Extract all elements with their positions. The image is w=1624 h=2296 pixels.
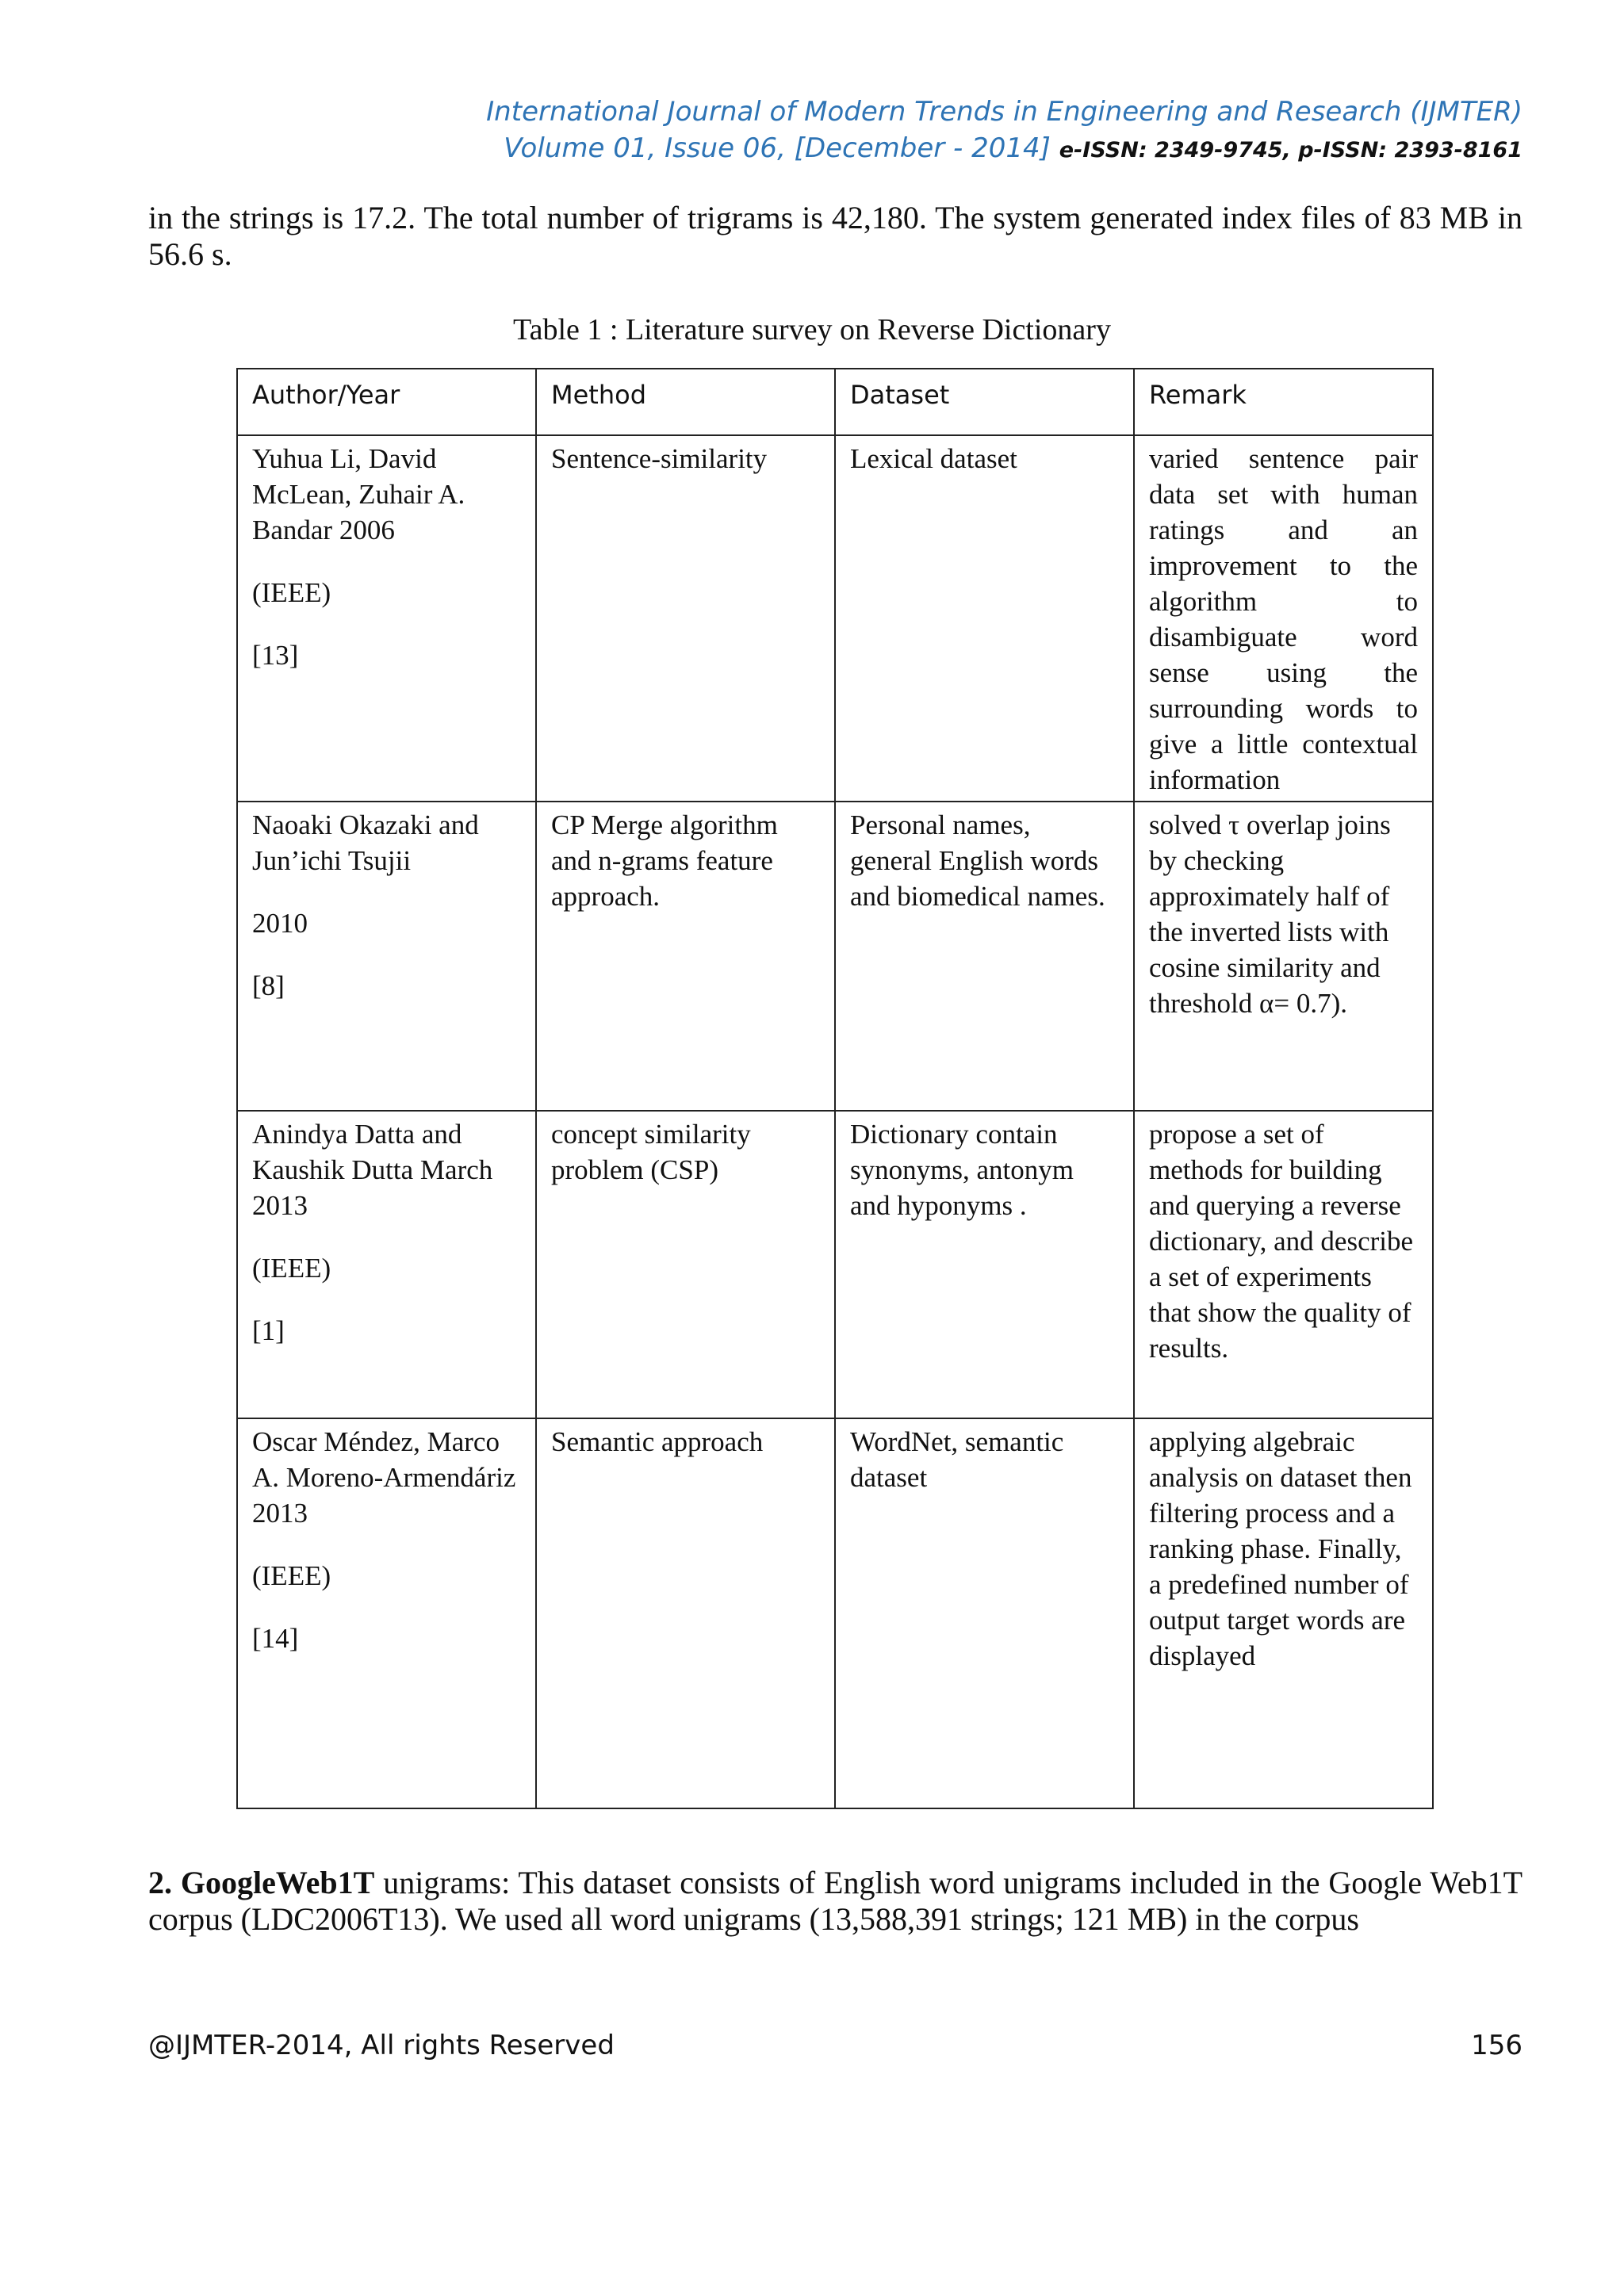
footer-copyright: @IJMTER-2014, All rights Reserved — [148, 2030, 615, 2061]
literature-survey-table — [236, 368, 1434, 1809]
author-year: 2010 — [252, 908, 308, 939]
table-header-row — [237, 369, 1433, 435]
journal-issn: e-ISSN: 2349-9745, p-ISSN: 2393-8161 — [1059, 138, 1522, 163]
author-reference: [1] — [252, 1315, 285, 1346]
table-row — [237, 1111, 1433, 1418]
author-names: Oscar Méndez, Marco A. Moreno-Armendáriz 2013 — [252, 1426, 516, 1529]
table-row — [237, 802, 1433, 1111]
author-reference: [14] — [252, 1623, 299, 1654]
dataset-cell: WordNet, semantic dataset — [835, 1418, 1134, 1808]
page-footer — [148, 2028, 1522, 2063]
author-publisher: (IEEE) — [252, 1253, 331, 1284]
journal-header — [486, 94, 1522, 169]
section-text: unigrams: This dataset consists of English word unigrams included in the Google Web1T corpus (LDC2006T13). We used all word unigrams (13,588,391 strings; 121 MB) in the corpus — [148, 1865, 1523, 1937]
column-header-dataset: Dataset — [835, 369, 1134, 435]
author-cell — [237, 1111, 536, 1418]
method-cell: Semantic approach — [536, 1418, 835, 1808]
table-row — [237, 435, 1433, 802]
author-names: Anindya Datta and Kaushik Dutta March 2013 — [252, 1119, 493, 1221]
journal-volume-line — [486, 130, 1522, 169]
method-cell: Sentence-similarity — [536, 435, 835, 802]
author-names: Naoaki Okazaki and Jun’ichi Tsujii — [252, 809, 479, 876]
dataset-cell: Personal names, general English words and biomedical names. — [835, 802, 1134, 1111]
method-cell: concept similarity problem (CSP) — [536, 1111, 835, 1418]
table-caption: Table 1 : Literature survey on Reverse Dictionary — [513, 313, 1111, 346]
dataset-cell: Dictionary contain synonyms, antonym and hyponyms . — [835, 1111, 1134, 1418]
remark-cell: varied sentence pair data set with human ratings and an improvement to the algorithm to disambiguate word sense using the surrounding words to give a little contextual information — [1134, 435, 1433, 802]
method-cell: CP Merge algorithm and n-grams feature approach. — [536, 802, 835, 1111]
column-header-method: Method — [536, 369, 835, 435]
column-header-remark: Remark — [1134, 369, 1433, 435]
author-reference: [13] — [252, 640, 299, 671]
journal-volume: Volume 01, Issue 06, [December - 2014] — [504, 132, 1051, 164]
table-row — [237, 1418, 1433, 1808]
dataset-cell: Lexical dataset — [835, 435, 1134, 802]
intro-paragraph: in the strings is 17.2. The total number of trigrams is 42,180. The system generated index files of 83 MB in 56.6 s. — [148, 200, 1522, 272]
author-names: Yuhua Li, David McLean, Zuhair A. Bandar 2006 — [252, 443, 465, 545]
author-cell — [237, 802, 536, 1111]
author-cell — [237, 1418, 536, 1808]
journal-title: International Journal of Modern Trends in Engineering and Research (IJMTER) — [486, 96, 1522, 128]
column-header-author: Author/Year — [237, 369, 536, 435]
remark-cell: solved τ overlap joins by checking approximately half of the inverted lists with cosine similarity and threshold α= 0.7). — [1134, 802, 1433, 1111]
section-paragraph — [148, 1865, 1522, 1938]
author-publisher: (IEEE) — [252, 577, 331, 608]
author-reference: [8] — [252, 970, 285, 1001]
author-publisher: (IEEE) — [252, 1560, 331, 1591]
remark-cell: applying algebraic analysis on dataset then filtering process and a ranking phase. Finally, a predefined number of output target words are displayed — [1134, 1418, 1433, 1808]
page-number: 156 — [1471, 2030, 1522, 2061]
author-cell — [237, 435, 536, 802]
remark-cell: propose a set of methods for building and querying a reverse dictionary, and describe a set of experiments that show the quality of results. — [1134, 1111, 1433, 1418]
section-lead: 2. GoogleWeb1T — [148, 1865, 375, 1900]
